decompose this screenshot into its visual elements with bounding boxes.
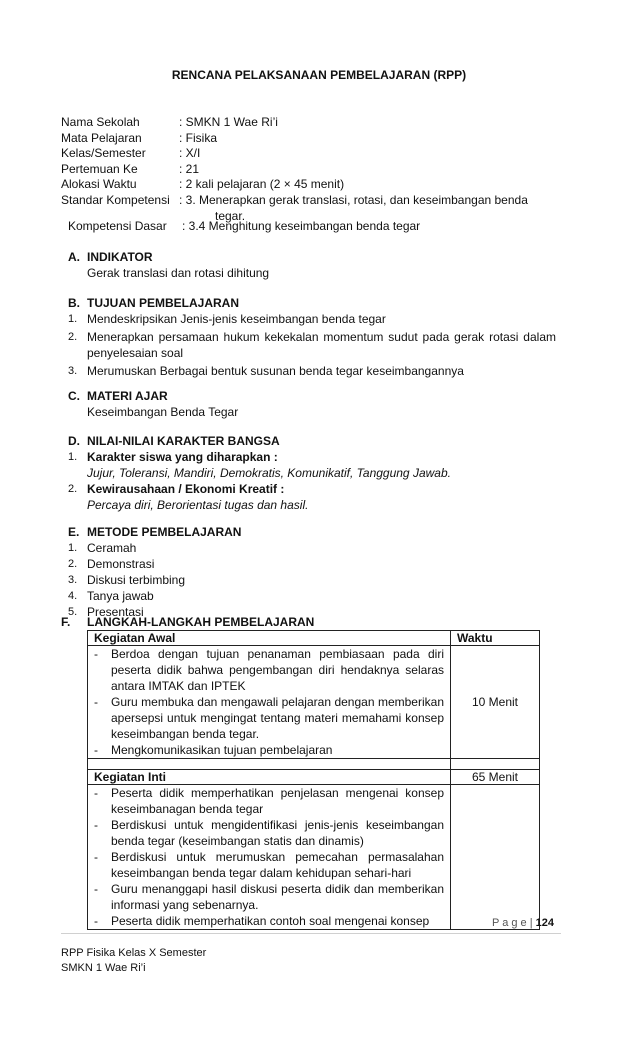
kegiatan-inti-cell [88, 785, 451, 930]
list-item [68, 540, 556, 556]
list-text: Peserta didik memperhatikan contoh soal mengenai konsep [111, 914, 430, 928]
table-header-row [88, 631, 540, 646]
list-item: - Berdoa dengan tujuan penanaman pembiasaan pada diri peserta didik bahwa pengembangan diri hendaknya selaras antara IMTAK dan IPTEK [94, 647, 444, 693]
section-title: METODE PEMBELAJARAN [87, 525, 242, 539]
identity-row-school [61, 115, 561, 131]
karakter-heading: Karakter siswa yang diharapkan : [87, 450, 278, 464]
section-heading [61, 615, 549, 629]
list-text: Ceramah [87, 541, 137, 555]
tujuan-list [68, 311, 556, 379]
section-title: INDIKATOR [87, 250, 153, 264]
list-item [68, 449, 556, 481]
list-number: 3. [68, 365, 78, 377]
section-letter: A. [68, 250, 80, 264]
list-text: Mengkomunikasikan tujuan pembelajaran [111, 743, 333, 757]
karakter-values: Jujur, Toleransi, Mandiri, Demokratis, Komunikatif, Tanggung Jawab. [87, 466, 451, 480]
kompetensi-dasar-row [68, 219, 420, 233]
identity-row-subject [61, 131, 561, 147]
section-body: Gerak translasi dan rotasi dihitung [87, 266, 270, 280]
document-title: RENCANA PELAKSANAAN PEMBELAJARAN (RPP) [171, 68, 467, 82]
page-number [492, 917, 554, 929]
section-letter: C. [68, 389, 80, 403]
section-body: Keseimbangan Benda Tegar [87, 405, 239, 419]
table-row [88, 785, 540, 930]
identity-label: Standar Kompetensi [61, 192, 170, 207]
identity-label: Pertemuan Ke [61, 161, 138, 176]
list-text: Berdiskusi untuk merumuskan pemecahan permasalahan keseimbangan benda tegar dalam kehidupan sehari-hari [111, 850, 444, 880]
section-tujuan [68, 296, 556, 379]
page-number-value: 124 [535, 917, 554, 929]
list-item: - Guru menanggapi hasil diskusi peserta didik dan memberikan informasi yang sebenarnya. [94, 882, 444, 912]
empty-time-cell [451, 785, 540, 930]
list-number: 2. [68, 331, 78, 343]
list-number: 2. [68, 558, 78, 570]
list-item: - Peserta didik memperhatikan penjelasan mengenai konsep keseimbanagan benda tegar [94, 786, 444, 816]
list-item [68, 556, 556, 572]
list-text: Berdiskusi untuk mengidentifikasi jenis-jenis keseimbangan benda tegar (keseimbangan statis dan dinamis) [111, 818, 444, 848]
page-label: P a g e | [492, 917, 533, 929]
section-karakter [68, 434, 556, 513]
footer [61, 946, 206, 976]
metode-list [68, 540, 556, 620]
list-item [68, 572, 556, 588]
section-heading [68, 296, 556, 310]
section-indikator [68, 250, 556, 280]
list-text: Presentasi [87, 605, 144, 619]
waktu-heading: Waktu [451, 631, 540, 646]
footer-line-1: RPP Fisika Kelas X Semester [61, 947, 207, 959]
list-text [87, 481, 556, 513]
section-title: MATERI AJAR [87, 389, 168, 403]
identity-row-meeting [61, 162, 561, 178]
section-title: LANGKAH-LANGKAH PEMBELAJARAN [87, 615, 315, 629]
section-heading [68, 525, 556, 539]
list-number: 2. [68, 483, 78, 495]
section-metode [68, 525, 556, 620]
list-item [68, 588, 556, 604]
identity-label: Kelas/Semester [61, 146, 146, 161]
list-text: Berdoa dengan tujuan penanaman pembiasaan pada diri peserta didik bahwa pengembangan diri hendaknya selaras antara IMTAK dan IPTEK [111, 647, 444, 693]
section-heading [68, 250, 556, 264]
list-text: Mendeskripsikan Jenis-jenis keseimbangan benda tegar [87, 312, 386, 326]
list-text: Guru membuka dan mengawali pelajaran dengan memberikan apersepsi untuk mengingat tentang materi memahami konsep keseimbangan benda tegar. [111, 695, 444, 741]
section-langkah [61, 615, 549, 629]
identity-block [61, 115, 561, 224]
section-title: TUJUAN PEMBELAJARAN [87, 296, 240, 310]
identity-label: Nama Sekolah [61, 115, 140, 129]
kegiatan-inti-heading: Kegiatan Inti [88, 770, 451, 785]
table-spacer-row [88, 759, 540, 770]
list-text: Peserta didik memperhatikan penjelasan mengenai konsep keseimbanagan benda tegar [111, 786, 444, 816]
list-number: 1. [68, 542, 78, 554]
standard-value-line2: tegar. [215, 208, 246, 223]
kegiatan-awal-heading: Kegiatan Awal [88, 631, 451, 646]
footer-divider [61, 933, 561, 934]
list-number: 1. [68, 313, 78, 325]
list-number: 3. [68, 574, 78, 586]
footer-line-2: SMKN 1 Wae Ri’i [61, 962, 146, 974]
list-item: - Mengkomunikasikan tujuan pembelajaran [94, 742, 444, 758]
kegiatan-awal-cell [88, 646, 451, 759]
list-text: Tanya jawab [87, 589, 154, 603]
list-item [68, 329, 556, 361]
list-number: 4. [68, 590, 78, 602]
list-item [68, 481, 556, 513]
identity-value: : SMKN 1 Wae Ri’i [179, 115, 278, 129]
list-item: - Guru membuka dan mengawali pelajaran dengan memberikan apersepsi untuk mengingat tentang materi memahami konsep keseimbangan benda tegar. [94, 695, 444, 741]
kegiatan-awal-time: 10 Menit [451, 646, 540, 759]
table-row [88, 770, 540, 785]
identity-value: : Fisika [179, 130, 218, 145]
section-letter: F. [61, 615, 71, 629]
section-title: NILAI-NILAI KARAKTER BANGSA [87, 434, 280, 448]
karakter-values: Percaya diri, Berorientasi tugas dan hasil. [87, 498, 309, 512]
list-item [68, 311, 556, 327]
standard-value-line1: : 3. Menerapkan gerak translasi, rotasi, dan keseimbangan benda [179, 192, 528, 207]
list-text: Guru menanggapi hasil diskusi peserta didik dan memberikan informasi yang sebenarnya. [111, 882, 444, 912]
karakter-list [68, 449, 556, 513]
section-heading [68, 389, 556, 403]
section-letter: E. [68, 525, 80, 539]
list-text: Menerapkan persamaan hukum kekekalan momentum sudut pada gerak rotasi dalam penyelesaian soal [87, 330, 556, 360]
identity-label: Mata Pelajaran [61, 130, 142, 145]
list-number: 5. [68, 606, 78, 618]
section-heading [68, 434, 556, 448]
identity-value: : 2 kali pelajaran (2 × 45 menit) [179, 177, 345, 192]
kompetensi-dasar-value: : 3.4 Menghitung keseimbangan benda tegar [182, 219, 421, 233]
section-materi [68, 389, 556, 419]
list-text: Diskusi terbimbing [87, 573, 186, 587]
list-text: Demonstrasi [87, 557, 155, 571]
kompetensi-dasar-label: Kompetensi Dasar [68, 219, 167, 233]
list-item: - Berdiskusi untuk merumuskan pemecahan permasalahan keseimbangan benda tegar dalam kehidupan sehari-hari [94, 850, 444, 880]
section-letter: D. [68, 434, 80, 448]
list-item [68, 363, 556, 379]
list-item: - Berdiskusi untuk mengidentifikasi jenis-jenis keseimbangan benda tegar (keseimbangan statis dan dinamis) [94, 818, 444, 848]
section-letter: B. [68, 296, 80, 310]
list-text [87, 449, 556, 481]
kegiatan-inti-time: 65 Menit [451, 770, 540, 785]
identity-row-class [61, 146, 561, 162]
identity-value: : X/I [179, 146, 201, 161]
karakter-heading: Kewirausahaan / Ekonomi Kreatif : [87, 482, 285, 496]
list-number: 1. [68, 451, 78, 463]
langkah-table [87, 630, 540, 930]
list-item: - Peserta didik memperhatikan contoh soal mengenai konsep [94, 913, 444, 929]
identity-row-time [61, 177, 561, 193]
identity-value: : 21 [179, 161, 200, 176]
table-row [88, 646, 540, 759]
list-text: Merumuskan Berbagai bentuk susunan benda tegar keseimbangannya [87, 364, 464, 378]
identity-label: Alokasi Waktu [61, 177, 137, 192]
